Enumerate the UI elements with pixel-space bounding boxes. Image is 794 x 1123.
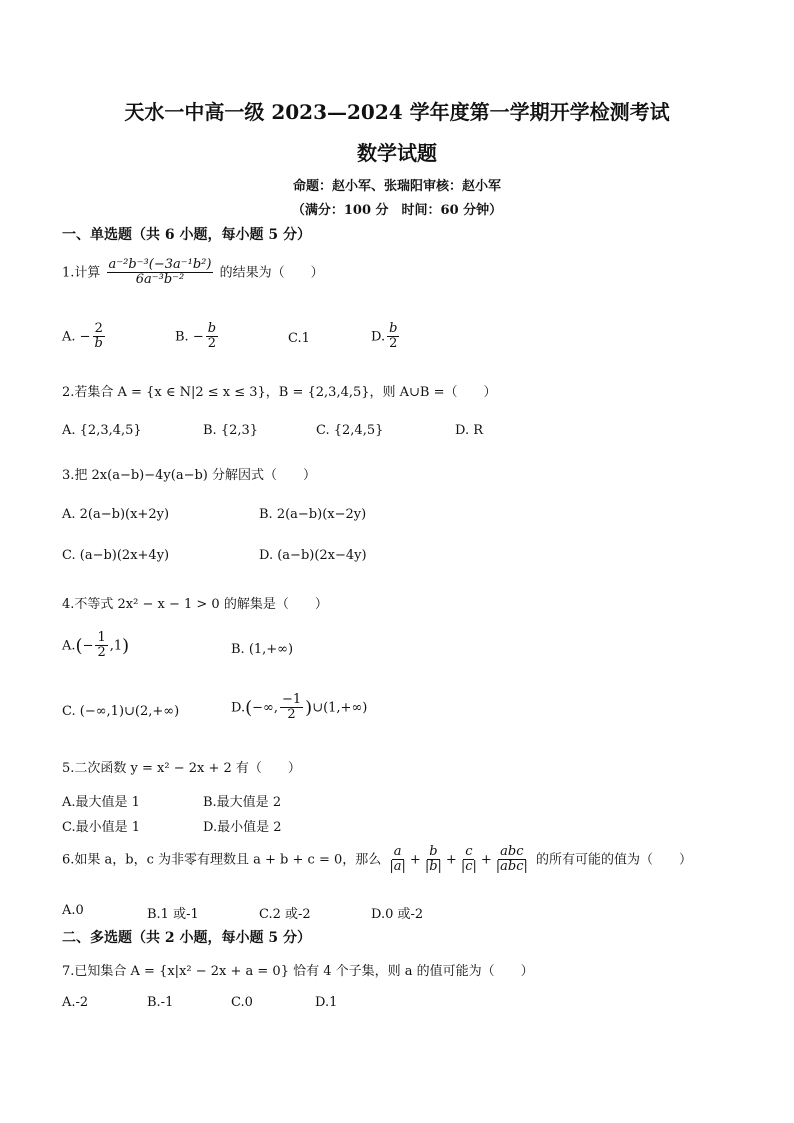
q6-suffix: 的所有可能的值为（ ） [536, 852, 693, 868]
exam-title: 天水一中高一级 2023—2024 学年度第一学期开学检测考试 [124, 100, 670, 124]
q1-b-label: B. − [175, 329, 204, 345]
q1-numerator: a⁻²b⁻³(−3a⁻¹b²) [108, 257, 212, 272]
q6-f1-den: |a| [389, 859, 406, 875]
q6-f4-den: |abc| [495, 859, 528, 875]
section-heading-single-choice: 一、单选题（共 6 小题，每小题 5 分） [62, 227, 311, 243]
q7-option-c: C.0 [231, 995, 253, 1010]
q5-option-c: C.最小值是 1 [62, 820, 141, 835]
q1-prefix: 1.计算 [62, 265, 101, 281]
q1-denominator: 6a⁻³b⁻² [135, 272, 185, 288]
question-1 [62, 258, 324, 288]
q3-option-b: B. 2(a−b)(x−2y) [259, 507, 367, 522]
q1-a-label: A. − [62, 329, 91, 345]
q1-a-num: 2 [94, 321, 103, 336]
q6-option-c: C.2 或-2 [259, 907, 311, 922]
q1-d-label: D. [371, 329, 386, 345]
q4-a-num: 1 [97, 630, 106, 645]
q6-f1-num: a [393, 844, 402, 859]
q1-d-den: 2 [389, 336, 398, 352]
q4-d-tail: ∪(1,+∞) [312, 700, 368, 716]
q1-option-b [175, 322, 220, 352]
q4-a-den: 2 [97, 645, 106, 661]
q6-f2-num: b [429, 844, 438, 859]
q2-option-c: C. {2,4,5} [316, 423, 384, 438]
q6-f4-num: abc [500, 844, 524, 859]
q7-option-a: A.-2 [62, 995, 89, 1010]
q6-f3-num: c [465, 844, 473, 859]
q4-d-den: 2 [287, 707, 296, 723]
q1-b-den: 2 [207, 336, 217, 352]
q4-option-a: A.(− $\frac{1}{2}$ ,1) [62, 630, 130, 661]
q2-option-a: A. {2,3,4,5} [62, 423, 142, 438]
question-7: 7.已知集合 A = {x|x² − 2x + a = 0} 恰有 4 个子集，则 a 的值可能为（ ） [62, 964, 534, 979]
exam-info: （满分：100 分 时间：60 分钟） [291, 203, 503, 218]
q6-option-d: D.0 或-2 [371, 907, 424, 922]
q4-a-label: A. [62, 638, 76, 654]
q4-d-label: D. [231, 700, 246, 716]
q6-option-a: A.0 [62, 903, 84, 918]
q1-d-num: b [389, 321, 398, 336]
q4-option-c: C. (−∞,1)∪(2,+∞) [62, 704, 180, 719]
q3-option-c: C. (a−b)(2x+4y) [62, 548, 170, 563]
section-heading-multi-choice: 二、多选题（共 2 小题，每小题 5 分） [62, 930, 311, 946]
q4-d-head: −∞, [252, 700, 278, 716]
question-4: 4.不等式 2x² − x − 1 > 0 的解集是（ ） [62, 597, 328, 612]
q6-f2-den: |b| [424, 859, 442, 875]
question-2: 2.若集合 A = {x ∈ N|2 ≤ x ≤ 3}，B = {2,3,4,5}，则 A∪B =（ ） [62, 385, 497, 400]
exam-subtitle: 数学试题 [357, 141, 437, 165]
q1-a-den: b [94, 336, 103, 352]
q1-fraction [107, 258, 214, 288]
q5-option-a: A.最大值是 1 [62, 795, 140, 810]
question-3: 3.把 2x(a−b)−4y(a−b) 分解因式（ ） [62, 468, 316, 483]
q6-option-b: B.1 或-1 [147, 907, 199, 922]
q3-option-d: D. (a−b)(2x−4y) [259, 548, 367, 563]
q1-suffix: 的结果为（ ） [219, 265, 324, 281]
q6-f3-den: |c| [460, 859, 477, 875]
q7-option-b: B.-1 [147, 995, 174, 1010]
exam-authors: 命题：赵小军、张瑞阳审核：赵小军 [292, 179, 501, 194]
q1-option-a [62, 322, 107, 352]
q2-option-b: B. {2,3} [203, 423, 259, 438]
q1-option-d [371, 322, 401, 352]
q5-option-b: B.最大值是 2 [203, 795, 282, 810]
q7-option-d: D.1 [315, 995, 338, 1010]
q4-d-num: −1 [281, 692, 302, 707]
q3-option-a: A. 2(a−b)(x+2y) [62, 507, 170, 522]
q1-option-c: C.1 [288, 331, 310, 346]
q4-option-d: D.(−∞, $\frac{-1}{2}$ )∪(1,+∞) [231, 692, 368, 723]
q4-a-tail: ,1 [109, 638, 123, 654]
question-6: 6.如果 a，b，c 为非零有理数且 a + b + c = 0，那么 $\frac{a}{|a|}$ + $\frac{b}{|b|}$ + $\frac{c}{|c|}$ + $\frac{\text{abc}}{\text{|abc|}}$ 的所有可能的值为（ ） [62, 844, 693, 875]
q5-option-d: D.最小值是 2 [203, 820, 282, 835]
q2-option-d: D. R [455, 423, 484, 438]
q6-prefix: 6.如果 a，b，c 为非零有理数且 a + b + c = 0，那么 [62, 852, 382, 868]
q1-b-num: b [207, 321, 217, 336]
q4-option-b: B. (1,+∞) [231, 642, 294, 657]
question-5: 5.二次函数 y = x² − 2x + 2 有（ ） [62, 761, 301, 776]
